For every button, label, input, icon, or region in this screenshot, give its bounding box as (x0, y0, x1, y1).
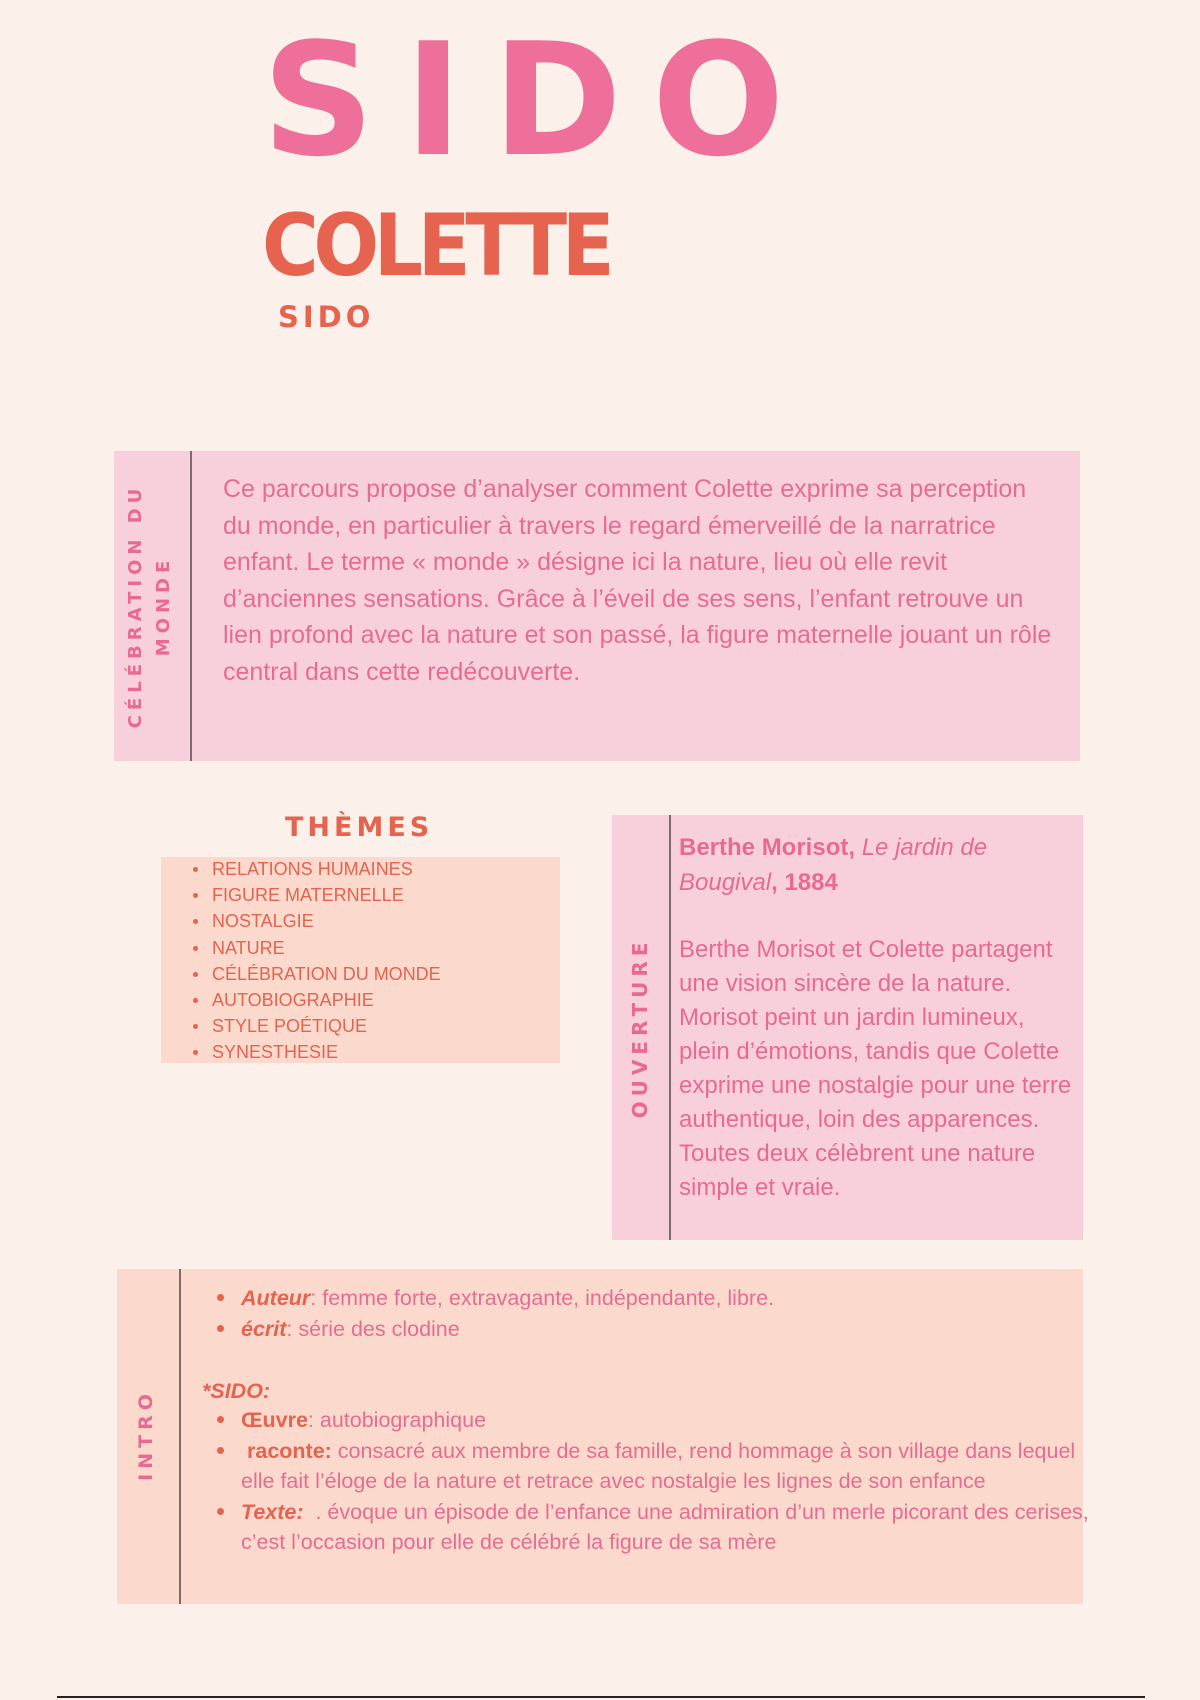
author-name: COLETTE (262, 196, 610, 296)
intro-value: . évoque un épisode de l’enfance une admiration d’un merle picorant des cerises, c’est l’occasion pour elle de célébré la figure de sa mère (241, 1499, 1095, 1554)
artwork-separator: , (848, 834, 862, 861)
celebration-label (122, 466, 182, 746)
intro-item-raconte (209, 1436, 1089, 1497)
celebration-label-line1: CÉLÉBRATION DU (125, 483, 146, 729)
intro-key: raconte: (247, 1438, 332, 1463)
intro-label: INTRO (135, 1389, 157, 1481)
theme-item: NOSTALGIE (190, 908, 441, 934)
intro-value: : série des clodine (286, 1317, 460, 1341)
page-title: SIDO (262, 9, 815, 191)
artwork-artist: Berthe Morisot (679, 834, 849, 861)
themes-list (190, 856, 441, 1066)
intro-key: Œuvre (241, 1408, 308, 1432)
theme-item: RELATIONS HUMAINES (190, 856, 441, 882)
ouverture-divider (669, 815, 671, 1240)
intro-divider (179, 1269, 181, 1604)
intro-item-texte (209, 1497, 1095, 1558)
theme-item: CÉLÉBRATION DU MONDE (190, 961, 441, 987)
intro-item-oeuvre (209, 1405, 1089, 1436)
intro-key: Auteur (241, 1286, 311, 1310)
artwork-separator: , (771, 869, 785, 896)
theme-item: SYNESTHESIE (190, 1039, 441, 1065)
artwork-reference (679, 830, 1074, 900)
theme-item: STYLE POÉTIQUE (190, 1013, 441, 1039)
theme-item: AUTOBIOGRAPHIE (190, 987, 441, 1013)
intro-work-list (209, 1405, 1095, 1558)
footer-divider (57, 1696, 1145, 1698)
theme-item: NATURE (190, 935, 441, 961)
theme-item: FIGURE MATERNELLE (190, 882, 441, 908)
intro-item-ecrit (209, 1314, 1089, 1345)
celebration-label-line2: MONDE (152, 555, 174, 657)
celebration-divider (190, 451, 192, 761)
celebration-text: Ce parcours propose d’analyser comment Colette exprime sa perception du monde, en particulier à travers le regard émerveillé de la narratrice enfant. Le terme « monde » désigne ici la nature, lieu où elle revit d’anciennes sensations. Grâce à l’éveil de ses sens, l’enfant retrouve un lien profond avec la nature et son passé, la figure maternelle jouant un rôle central dans cette redécouverte. (223, 475, 1052, 686)
intro-key: écrit (241, 1317, 287, 1341)
page-subtitle: SIDO (278, 300, 375, 334)
themes-title: THÈMES (285, 812, 434, 843)
intro-key: Texte: (241, 1499, 304, 1524)
artwork-year: 1884 (784, 869, 838, 896)
intro-author-list (209, 1283, 1089, 1345)
ouverture-text: Berthe Morisot et Colette partagent une vision sincère de la nature. Morisot peint un jardin lumineux, plein d’émotions, tandis que Colette exprime une nostalgie pour une terre authentique, loin des apparences. Toutes deux célèbrent une nature simple et vraie. (679, 936, 1072, 1201)
ouverture-label: OUVERTURE (628, 937, 652, 1119)
celebration-label-area (114, 451, 190, 761)
sido-heading: *SIDO: (202, 1379, 271, 1403)
artwork-title: Le jardin de Bougival (679, 834, 988, 896)
intro-value: : autobiographique (307, 1408, 487, 1432)
intro-value: : femme forte, extravagante, indépendante, libre. (310, 1286, 775, 1310)
intro-value: consacré aux membre de sa famille, rend hommage à son village dans lequel elle fait l’éloge de la nature et retrace avec nostalgie les lignes de son enfance (241, 1438, 1076, 1493)
intro-item-auteur (209, 1283, 1089, 1314)
